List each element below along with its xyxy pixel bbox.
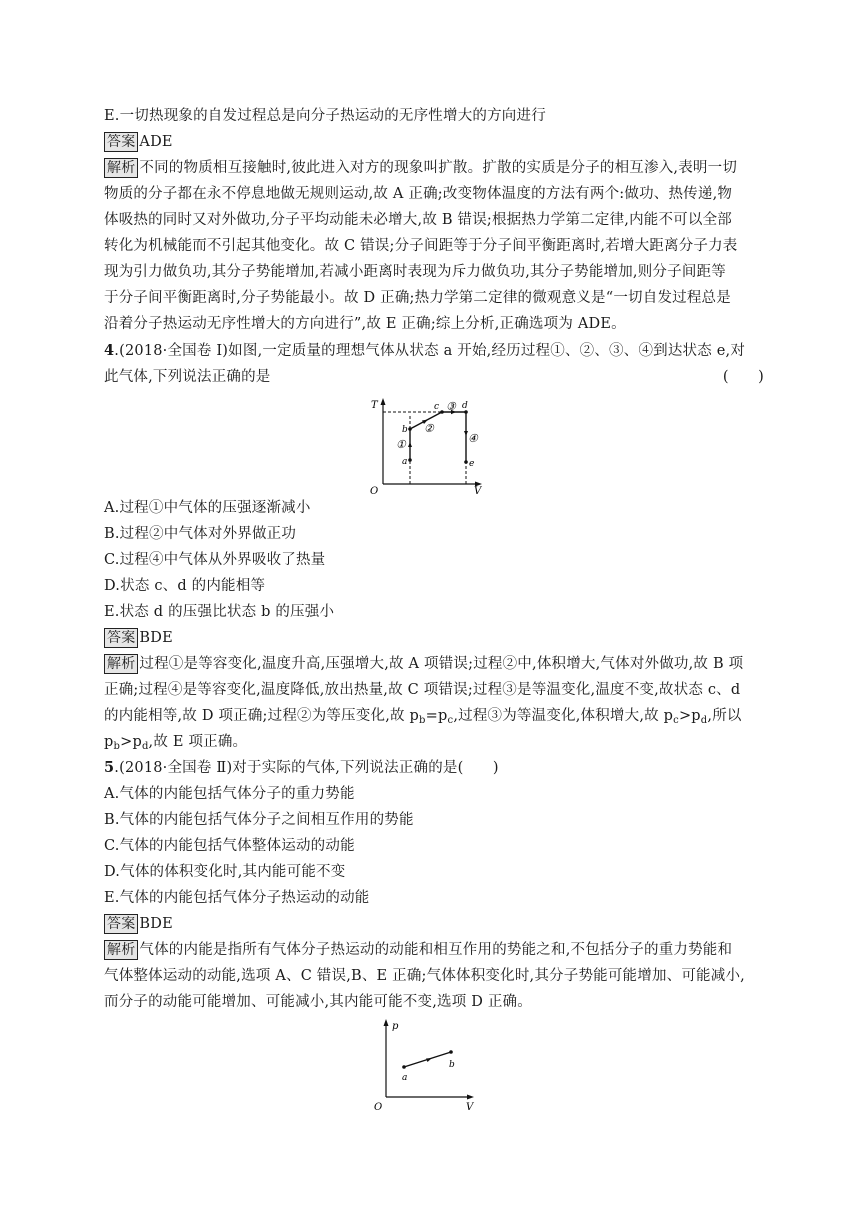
q3-analysis-line — [104, 157, 764, 179]
label-process-3: ③ — [446, 400, 456, 413]
q4-answer — [104, 627, 764, 649]
q5-stem — [104, 757, 764, 779]
q4-analysis-line: 正确;过程④是等容变化,温度降低,放出热量,故 C 项错误;过程③是等温变化,温度不变,故状态 c、d — [104, 682, 741, 698]
question-number: 5 — [104, 759, 115, 776]
answer-tag: 答案 — [104, 914, 138, 934]
label-process-4: ④ — [468, 432, 478, 445]
q3-analysis-line: 物质的分子都在永不停息地做无规则运动,故 A 正确;改变物体温度的方法有两个:做功、热传递,物 — [104, 186, 733, 202]
point-a — [402, 1065, 406, 1069]
answer-tag: 答案 — [104, 132, 138, 152]
p-axis-arrow — [384, 1019, 389, 1026]
label-d: d — [462, 401, 468, 411]
q4-option-b: B.过程②中气体对外界做正功 — [104, 526, 297, 542]
label-process-1: ① — [396, 438, 406, 451]
q5-answer — [104, 913, 764, 935]
question-text: 此气体,下列说法正确的是 — [104, 369, 271, 385]
analysis-text: 过程①是等容变化,温度升高,压强增大,故 A 项错误;过程②中,体积增大,气体对外做功,故 B 项 — [139, 656, 744, 672]
q3-analysis-line: 转化为机械能而不引起其他变化。故 C 错误;分子间距等于分子间平衡距离时,若增大距离分子力表 — [104, 238, 738, 254]
label-b: b — [449, 1060, 455, 1070]
q5-analysis-line — [104, 939, 764, 961]
q4-option-d: D.状态 c、d 的内能相等 — [104, 578, 266, 594]
q5-option-e: E.气体的内能包括气体分子热运动的动能 — [104, 890, 370, 906]
q3-answer — [104, 131, 764, 153]
label-v: V — [474, 486, 482, 496]
label-p: p — [392, 1021, 399, 1032]
q5-option-a: A.气体的内能包括气体分子的重力势能 — [104, 786, 355, 802]
q4-stem-2 — [104, 366, 764, 388]
analysis-tag: 解析 — [104, 158, 138, 178]
label-t: T — [371, 400, 378, 411]
answer-tag: 答案 — [104, 628, 138, 648]
q3-analysis-line: 于分子间平衡距离时,分子势能最小。故 D 正确;热力学第二定律的微观意义是“一切自发过程总是 — [104, 290, 731, 306]
q5-analysis-line: 气体整体运动的动能,选项 A、C 错误,B、E 正确;气体体积变化时,其分子势能可能增加、可能减小, — [104, 968, 745, 984]
q4-option-e: E.状态 d 的压强比状态 b 的压强小 — [104, 604, 335, 620]
label-a: a — [402, 457, 408, 467]
answer-value: BDE — [139, 916, 173, 932]
answer-bracket: ( ) — [722, 369, 764, 385]
point-b — [408, 427, 412, 431]
answer-value: ADE — [139, 134, 173, 150]
q4-option-a: A.过程①中气体的压强逐渐减小 — [104, 500, 311, 516]
q4-analysis-line: 的内能相等,故 D 项正确;过程②为等压变化,故 $p_b=p_c$,过程③为等温变化,体积增大,故 $p_c>p_d$,所以 — [104, 708, 742, 726]
label-c: c — [434, 402, 440, 412]
analysis-tag: 解析 — [104, 654, 138, 674]
label-o: O — [370, 486, 379, 496]
analysis-text: 气体的内能是指所有气体分子热运动的动能和相互作用的势能之和,不包括分子的重力势能和 — [139, 942, 733, 958]
label-b: b — [402, 425, 408, 435]
q5-option-d: D.气体的体积变化时,其内能可能不变 — [104, 864, 346, 880]
q5-option-b: B.气体的内能包括气体分子之间相互作用的势能 — [104, 812, 414, 828]
pv-diagram — [372, 1017, 482, 1113]
q3-analysis-line: 现为引力做负功,其分子势能增加,若减小距离时表现为斥力做负功,其分子势能增加,则分子间距等 — [104, 264, 726, 280]
q4-analysis-line: $p_b>p_d$,故 E 项正确。 — [104, 734, 248, 752]
q5-analysis-line: 而分子的动能可能增加、可能减小,其内能可能不变,选项 D 正确。 — [104, 994, 532, 1010]
q3-option-e: E.一切热现象的自发过程总是向分子热运动的无序性增大的方向进行 — [104, 108, 546, 124]
point-e — [464, 460, 468, 464]
label-process-2: ② — [424, 422, 434, 435]
question-text: .(2018·全国卷 Ⅱ)对于实际的气体,下列说法正确的是( ) — [114, 760, 499, 776]
analysis-text: 不同的物质相互接触时,彼此进入对方的现象叫扩散。扩散的实质是分子的相互渗入,表明一切 — [139, 160, 738, 176]
arrow — [408, 442, 412, 447]
label-o: O — [374, 1102, 383, 1113]
label-v: V — [466, 1102, 474, 1113]
answer-value: BDE — [139, 630, 173, 646]
question-number: 4 — [104, 342, 115, 359]
question-text: .(2018·全国卷 Ⅰ)如图,一定质量的理想气体从状态 a 开始,经历过程①、②、③、④到达状态 e,对 — [114, 343, 746, 359]
point-a — [408, 458, 412, 462]
point-b — [449, 1050, 453, 1054]
tv-diagram — [368, 396, 488, 496]
t-axis-arrow — [381, 398, 386, 405]
label-e: e — [469, 459, 475, 469]
point-c — [440, 410, 444, 414]
q3-analysis-line: 体吸热的同时又对外做功,分子平均动能未必增大,故 B 错误;根据热力学第二定律,内能不可以全部 — [104, 212, 732, 228]
q4-analysis-line — [104, 653, 764, 675]
q5-option-c: C.气体的内能包括气体整体运动的动能 — [104, 838, 355, 854]
v-axis-arrow — [467, 1095, 474, 1100]
arrow — [426, 1058, 432, 1062]
q4-option-c: C.过程④中气体从外界吸收了热量 — [104, 552, 326, 568]
analysis-tag: 解析 — [104, 940, 138, 960]
q3-analysis-line: 沿着分子热运动无序性增大的方向进行”,故 E 正确;综上分析,正确选项为 ADE。 — [104, 316, 626, 332]
label-a: a — [402, 1073, 408, 1083]
q4-stem — [104, 340, 764, 362]
